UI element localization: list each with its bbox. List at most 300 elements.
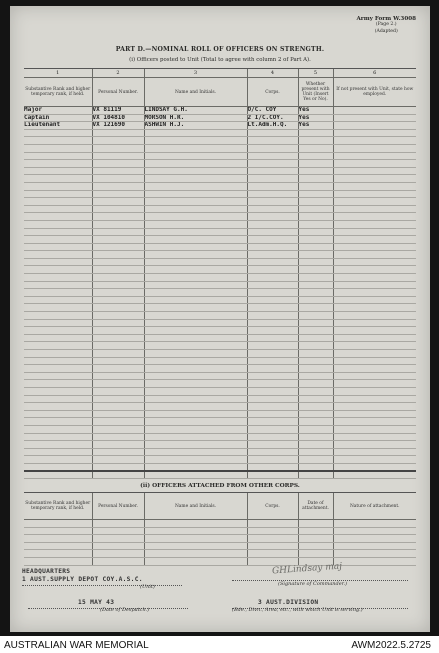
blank-cell <box>144 190 247 198</box>
blank-cell <box>333 152 416 160</box>
blank-cell <box>144 274 247 282</box>
blank-cell <box>247 220 298 228</box>
header-employment: If not present with Unit, state how employed. <box>333 78 416 107</box>
blank-cell <box>298 236 333 244</box>
unit-stamp-line2: 1 AUST.SUPPLY DEPOT COY.A.S.C. <box>22 576 143 583</box>
cell-corps: Lt.Adm.H.Q. <box>247 122 298 130</box>
blank-cell <box>92 274 144 282</box>
blank-cell <box>144 182 247 190</box>
part-title: PART D.—NOMINAL ROLL OF OFFICERS ON STRENGTH. <box>115 46 325 53</box>
blank-cell <box>92 456 144 464</box>
blank-cell <box>24 557 92 565</box>
blank-cell <box>247 281 298 289</box>
blank-cell <box>298 456 333 464</box>
blank-cell <box>24 520 92 528</box>
blank-row <box>24 198 416 206</box>
blank-cell <box>24 410 92 418</box>
cell-number: VX 121690 <box>92 122 144 130</box>
blank-cell <box>333 258 416 266</box>
blank-cell <box>92 258 144 266</box>
blank-cell <box>333 387 416 395</box>
blank-row <box>24 550 416 558</box>
blank-cell <box>333 205 416 213</box>
col-number-4: 4 <box>247 69 298 78</box>
blank-cell <box>92 160 144 168</box>
blank-cell <box>24 395 92 403</box>
blank-row <box>24 258 416 266</box>
blank-cell <box>24 243 92 251</box>
blank-cell <box>333 357 416 365</box>
blank-cell <box>92 281 144 289</box>
despatch-caption: (Date of Despatch.) <box>100 607 150 613</box>
blank-cell <box>298 198 333 206</box>
blank-cell <box>24 190 92 198</box>
blank-cell <box>333 425 416 433</box>
blank-row <box>24 535 416 543</box>
blank-cell <box>333 520 416 528</box>
blank-cell <box>247 236 298 244</box>
blank-cell <box>92 327 144 335</box>
blank-cell <box>298 220 333 228</box>
blank-row <box>24 380 416 388</box>
cell-rank: Captain <box>24 114 92 122</box>
blank-cell <box>298 372 333 380</box>
blank-cell <box>24 296 92 304</box>
blank-row <box>24 527 416 535</box>
att-header-name: Name and Initials. <box>144 493 247 520</box>
blank-row <box>24 220 416 228</box>
blank-cell <box>333 160 416 168</box>
blank-cell <box>24 441 92 449</box>
blank-cell <box>298 137 333 145</box>
blank-cell <box>247 448 298 456</box>
blank-cell <box>92 365 144 373</box>
blank-cell <box>247 266 298 274</box>
blank-cell <box>144 167 247 175</box>
section-divider <box>24 470 416 472</box>
blank-cell <box>247 129 298 137</box>
blank-cell <box>24 228 92 236</box>
blank-cell <box>298 160 333 168</box>
blank-cell <box>144 228 247 236</box>
form-adapted-label: (Adapted) <box>374 28 398 34</box>
cell-name: ASHWIN H.J. <box>144 122 247 130</box>
blank-cell <box>298 327 333 335</box>
blank-cell <box>333 175 416 183</box>
section-ii-title: (ii) OFFICERS ATTACHED FROM OTHER CORPS. <box>140 483 300 489</box>
blank-cell <box>92 520 144 528</box>
blank-cell <box>92 550 144 558</box>
blank-cell <box>247 205 298 213</box>
blank-row <box>24 456 416 464</box>
blank-cell <box>24 471 92 479</box>
blank-cell <box>144 410 247 418</box>
blank-cell <box>24 542 92 550</box>
blank-cell <box>247 213 298 221</box>
blank-cell <box>247 190 298 198</box>
blank-row <box>24 129 416 137</box>
blank-cell <box>24 527 92 535</box>
blank-cell <box>298 213 333 221</box>
blank-cell <box>333 433 416 441</box>
blank-cell <box>144 542 247 550</box>
blank-cell <box>144 281 247 289</box>
blank-cell <box>247 327 298 335</box>
blank-cell <box>247 167 298 175</box>
blank-cell <box>24 182 92 190</box>
blank-cell <box>333 220 416 228</box>
blank-cell <box>144 152 247 160</box>
blank-cell <box>333 274 416 282</box>
header-corps: Corps. <box>247 78 298 107</box>
att-header-nature: Nature of attachment. <box>333 493 416 520</box>
blank-cell <box>298 274 333 282</box>
blank-row <box>24 372 416 380</box>
cell-rank: Lieutenant <box>24 122 92 130</box>
blank-cell <box>92 527 144 535</box>
blank-cell <box>247 456 298 464</box>
caption-right: AWM2022.5.2725 <box>351 640 431 651</box>
blank-cell <box>333 448 416 456</box>
blank-cell <box>333 327 416 335</box>
blank-cell <box>298 228 333 236</box>
blank-cell <box>333 441 416 449</box>
blank-cell <box>24 535 92 543</box>
blank-row <box>24 425 416 433</box>
blank-cell <box>144 137 247 145</box>
blank-cell <box>333 167 416 175</box>
blank-row <box>24 251 416 259</box>
col-number-3: 3 <box>144 69 247 78</box>
blank-row <box>24 205 416 213</box>
blank-cell <box>333 144 416 152</box>
header-rank: Substantive Rank and higher temporary rank, if held. <box>24 78 92 107</box>
blank-cell <box>24 304 92 312</box>
blank-cell <box>92 542 144 550</box>
blank-row <box>24 190 416 198</box>
blank-cell <box>92 357 144 365</box>
blank-cell <box>92 251 144 259</box>
cell-employed <box>333 122 416 130</box>
blank-cell <box>333 380 416 388</box>
blank-cell <box>144 380 247 388</box>
blank-cell <box>298 304 333 312</box>
blank-cell <box>247 312 298 320</box>
blank-cell <box>247 425 298 433</box>
caption-left: AUSTRALIAN WAR MEMORIAL <box>4 640 149 651</box>
blank-row <box>24 410 416 418</box>
blank-cell <box>333 403 416 411</box>
blank-cell <box>247 182 298 190</box>
blank-row <box>24 334 416 342</box>
blank-cell <box>298 167 333 175</box>
blank-row <box>24 175 416 183</box>
blank-cell <box>24 175 92 183</box>
blank-cell <box>298 266 333 274</box>
blank-cell <box>298 395 333 403</box>
blank-cell <box>24 550 92 558</box>
blank-cell <box>247 395 298 403</box>
blank-cell <box>144 319 247 327</box>
column-number-row <box>24 69 416 78</box>
blank-row <box>24 266 416 274</box>
blank-cell <box>92 167 144 175</box>
blank-cell <box>92 296 144 304</box>
commander-signature: GHLindsay maj <box>271 561 343 577</box>
blank-cell <box>144 557 247 565</box>
blank-cell <box>24 129 92 137</box>
blank-row <box>24 236 416 244</box>
blank-cell <box>24 334 92 342</box>
header-present: Whether present with Unit (Insert Yes or No). <box>298 78 333 107</box>
blank-cell <box>247 550 298 558</box>
blank-cell <box>144 372 247 380</box>
blank-cell <box>298 296 333 304</box>
blank-cell <box>333 137 416 145</box>
blank-cell <box>298 418 333 426</box>
blank-cell <box>144 160 247 168</box>
blank-cell <box>298 520 333 528</box>
blank-cell <box>333 395 416 403</box>
blank-cell <box>144 205 247 213</box>
blank-cell <box>247 403 298 411</box>
blank-cell <box>144 527 247 535</box>
blank-cell <box>92 144 144 152</box>
att-header-personal-number: Personal Number. <box>92 493 144 520</box>
blank-cell <box>247 380 298 388</box>
blank-cell <box>144 198 247 206</box>
blank-cell <box>298 129 333 137</box>
blank-cell <box>298 380 333 388</box>
blank-cell <box>24 372 92 380</box>
blank-row <box>24 433 416 441</box>
blank-cell <box>247 304 298 312</box>
blank-cell <box>24 456 92 464</box>
blank-cell <box>92 266 144 274</box>
blank-cell <box>247 243 298 251</box>
blank-cell <box>144 342 247 350</box>
blank-row <box>24 312 416 320</box>
blank-cell <box>333 304 416 312</box>
blank-cell <box>92 418 144 426</box>
blank-cell <box>24 160 92 168</box>
blank-cell <box>333 527 416 535</box>
blank-cell <box>144 289 247 297</box>
blank-row <box>24 441 416 449</box>
blank-cell <box>92 395 144 403</box>
blank-cell <box>247 342 298 350</box>
blank-cell <box>333 550 416 558</box>
blank-cell <box>298 350 333 358</box>
blank-cell <box>298 182 333 190</box>
blank-cell <box>144 327 247 335</box>
blank-cell <box>247 198 298 206</box>
blank-cell <box>247 160 298 168</box>
blank-cell <box>24 387 92 395</box>
col-number-5: 5 <box>298 69 333 78</box>
blank-cell <box>144 425 247 433</box>
blank-cell <box>333 350 416 358</box>
blank-cell <box>24 357 92 365</box>
blank-cell <box>92 175 144 183</box>
blank-cell <box>92 342 144 350</box>
cell-corps: O/C. COY <box>247 107 298 115</box>
blank-cell <box>298 448 333 456</box>
blank-cell <box>92 304 144 312</box>
signature-caption: (Signature of Commander.) <box>278 581 348 587</box>
division-stamp: 3 AUST.DIVISION <box>258 599 319 606</box>
blank-cell <box>92 387 144 395</box>
blank-cell <box>92 441 144 449</box>
blank-cell <box>24 220 92 228</box>
blank-cell <box>247 471 298 479</box>
blank-cell <box>247 520 298 528</box>
blank-cell <box>24 433 92 441</box>
blank-cell <box>92 350 144 358</box>
blank-cell <box>24 289 92 297</box>
blank-cell <box>333 535 416 543</box>
blank-cell <box>247 418 298 426</box>
blank-cell <box>144 334 247 342</box>
blank-cell <box>92 334 144 342</box>
blank-row <box>24 387 416 395</box>
blank-cell <box>333 198 416 206</box>
blank-cell <box>144 471 247 479</box>
blank-cell <box>92 403 144 411</box>
blank-cell <box>144 433 247 441</box>
blank-cell <box>333 289 416 297</box>
blank-cell <box>24 312 92 320</box>
blank-cell <box>298 175 333 183</box>
blank-cell <box>333 228 416 236</box>
blank-cell <box>144 357 247 365</box>
form-page <box>10 6 430 632</box>
blank-cell <box>333 471 416 479</box>
blank-cell <box>92 410 144 418</box>
blank-cell <box>333 266 416 274</box>
blank-cell <box>333 236 416 244</box>
blank-cell <box>144 144 247 152</box>
blank-cell <box>333 213 416 221</box>
attached-officers-table <box>24 492 416 566</box>
blank-cell <box>144 296 247 304</box>
blank-cell <box>92 319 144 327</box>
blank-cell <box>24 213 92 221</box>
blank-cell <box>298 410 333 418</box>
blank-cell <box>247 365 298 373</box>
blank-cell <box>298 357 333 365</box>
form-number-label: Army Form W.3008 <box>356 16 416 22</box>
blank-cell <box>92 137 144 145</box>
blank-cell <box>144 456 247 464</box>
blank-cell <box>24 327 92 335</box>
blank-cell <box>24 281 92 289</box>
blank-cell <box>92 243 144 251</box>
blank-cell <box>24 144 92 152</box>
blank-cell <box>333 334 416 342</box>
header-personal-number: Personal Number. <box>92 78 144 107</box>
blank-cell <box>333 251 416 259</box>
blank-cell <box>144 175 247 183</box>
blank-cell <box>144 448 247 456</box>
blank-cell <box>144 441 247 449</box>
blank-cell <box>92 205 144 213</box>
blank-cell <box>333 365 416 373</box>
blank-cell <box>144 236 247 244</box>
blank-cell <box>92 190 144 198</box>
blank-cell <box>247 372 298 380</box>
blank-cell <box>92 182 144 190</box>
blank-cell <box>247 350 298 358</box>
blank-cell <box>92 220 144 228</box>
blank-row <box>24 557 416 565</box>
blank-cell <box>333 456 416 464</box>
blank-cell <box>92 535 144 543</box>
unit-dotted-line <box>22 585 182 586</box>
blank-cell <box>247 137 298 145</box>
blank-row <box>24 296 416 304</box>
table-row <box>24 114 416 122</box>
blank-cell <box>92 425 144 433</box>
blank-cell <box>144 258 247 266</box>
cell-present: Yes <box>298 122 333 130</box>
blank-cell <box>247 258 298 266</box>
blank-cell <box>24 274 92 282</box>
cell-number: VX 81119 <box>92 107 144 115</box>
blank-cell <box>298 387 333 395</box>
cell-corps: 2 I/C.COY. <box>247 114 298 122</box>
blank-cell <box>92 433 144 441</box>
blank-cell <box>24 137 92 145</box>
blank-cell <box>92 289 144 297</box>
blank-cell <box>92 448 144 456</box>
blank-row <box>24 520 416 528</box>
blank-row <box>24 350 416 358</box>
blank-cell <box>247 357 298 365</box>
blank-cell <box>24 205 92 213</box>
blank-cell <box>298 289 333 297</box>
blank-cell <box>333 190 416 198</box>
blank-cell <box>24 425 92 433</box>
blank-cell <box>333 342 416 350</box>
table-row <box>24 122 416 130</box>
blank-cell <box>333 182 416 190</box>
blank-row <box>24 213 416 221</box>
blank-row <box>24 281 416 289</box>
blank-cell <box>247 296 298 304</box>
cell-employed <box>333 107 416 115</box>
att-header-corps: Corps. <box>247 493 298 520</box>
blank-row <box>24 403 416 411</box>
blank-cell <box>24 198 92 206</box>
col-number-1: 1 <box>24 69 92 78</box>
blank-cell <box>298 319 333 327</box>
blank-cell <box>24 448 92 456</box>
att-header-rank: Substantive Rank and higher temporary rank, if held. <box>24 493 92 520</box>
cell-present: Yes <box>298 114 333 122</box>
blank-cell <box>247 251 298 259</box>
blank-cell <box>333 296 416 304</box>
blank-cell <box>144 535 247 543</box>
blank-cell <box>298 542 333 550</box>
cell-number: VX 104810 <box>92 114 144 122</box>
blank-cell <box>298 258 333 266</box>
blank-cell <box>247 441 298 449</box>
blank-cell <box>144 520 247 528</box>
blank-row <box>24 160 416 168</box>
blank-cell <box>298 205 333 213</box>
blank-cell <box>144 312 247 320</box>
